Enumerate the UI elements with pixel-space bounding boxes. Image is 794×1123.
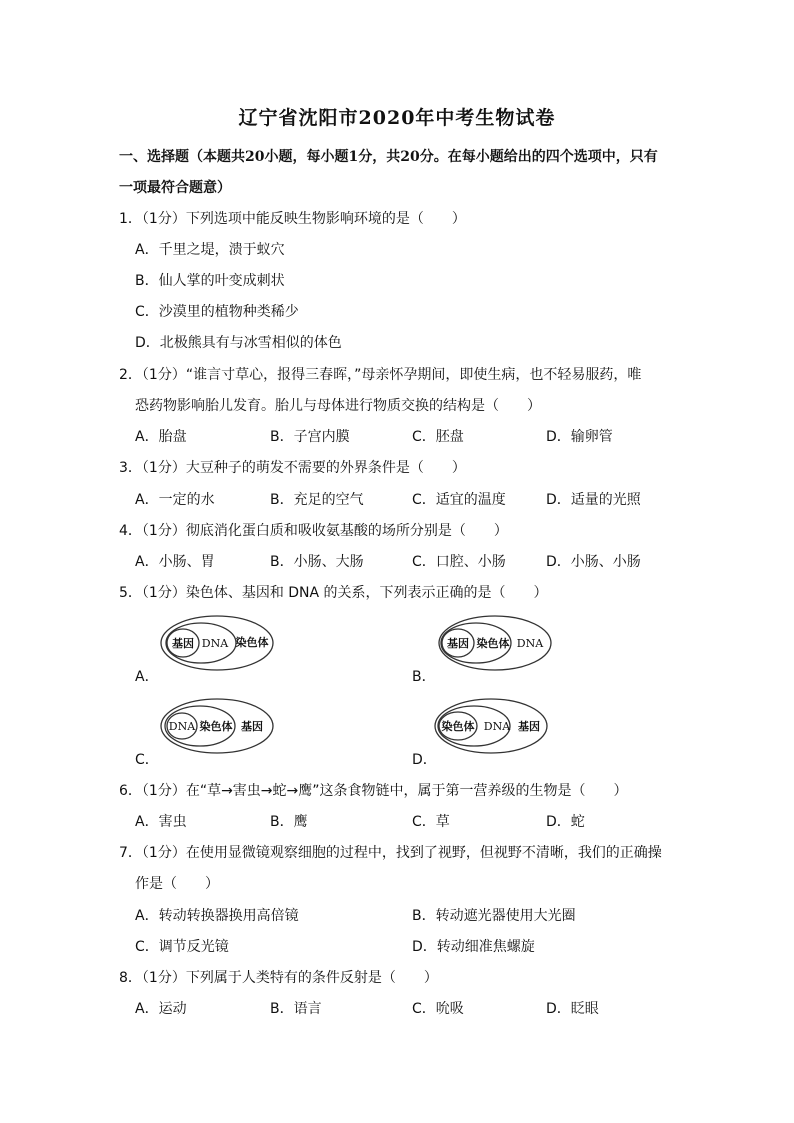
question-5-option-c: C． — [135, 752, 159, 768]
venn-a-outer-label: 染色体 — [235, 636, 269, 649]
page-title: 辽宁省沈阳市2020年中考生物试卷 — [238, 107, 556, 129]
question-4-option-a: A．小肠、胃 — [135, 554, 215, 570]
question-4-option-b: B．小肠、大肠 — [270, 554, 364, 570]
question-7-option-c: C．调节反光镜 — [135, 939, 229, 955]
question-8-option-b: B．语言 — [270, 1001, 322, 1017]
question-4-option-d: D．小肠、小肠 — [546, 554, 641, 570]
venn-a-inner-label: 基因 — [172, 637, 194, 650]
venn-a-middle-label: DNA — [201, 637, 229, 650]
venn-diagram-a — [160, 614, 275, 672]
venn-diagram-c — [160, 697, 275, 755]
venn-diagram-b — [438, 614, 553, 672]
question-2-option-b: B．子宫内膜 — [270, 429, 350, 445]
question-4-stem: 4．（1分）彻底消化蛋白质和吸收氨基酸的场所分别是（ ） — [119, 523, 508, 539]
question-7-stem-line1: 7．（1分）在使用显微镜观察细胞的过程中，找到了视野，但视野不清晰，我们的正确操 — [119, 845, 662, 861]
question-2-option-c: C．胚盘 — [412, 429, 464, 445]
question-3-option-c: C．适宜的温度 — [412, 492, 506, 508]
question-1-option-a: A．千里之堤，溃于蚁穴 — [135, 242, 285, 258]
question-3-option-b: B．充足的空气 — [270, 492, 364, 508]
question-2-stem-line1: 2．（1分）“谁言寸草心，报得三春晖，”母亲怀孕期间，即使生病，也不轻易服药，唯 — [119, 367, 642, 383]
question-7-option-a: A．转动转换器换用高倍镜 — [135, 908, 299, 924]
question-6-stem: 6．（1分）在“草→害虫→蛇→鹰”这条食物链中，属于第一营养级的生物是（ ） — [119, 783, 628, 799]
question-5-stem: 5．（1分）染色体、基因和 DNA 的关系，下列表示正确的是（ ） — [119, 585, 548, 601]
question-5-option-a: A． — [135, 669, 159, 685]
question-1-option-c: C．沙漠里的植物种类稀少 — [135, 304, 299, 320]
venn-b-outer-label: DNA — [516, 637, 544, 650]
venn-c-outer-label: 基因 — [241, 720, 263, 733]
question-7-option-b: B．转动遮光器使用大光圈 — [412, 908, 576, 924]
question-6-option-b: B．鹰 — [270, 814, 308, 830]
question-5-option-d: D． — [412, 752, 437, 768]
venn-diagram-d — [434, 697, 549, 755]
venn-b-inner-label: 基因 — [447, 637, 469, 650]
question-7-stem-line2: 作是（ ） — [135, 876, 219, 892]
venn-d-outer-label: 基因 — [518, 720, 540, 733]
question-2-stem-line2: 恐药物影响胎儿发育。胎儿与母体进行物质交换的结构是（ ） — [135, 398, 541, 414]
question-5-option-b: B． — [412, 669, 436, 685]
question-8-option-a: A．运动 — [135, 1001, 187, 1017]
question-4-option-c: C．口腔、小肠 — [412, 554, 506, 570]
question-1-stem: 1．（1分）下列选项中能反映生物影响环境的是（ ） — [119, 211, 466, 227]
question-1-option-d: D．北极熊具有与冰雪相似的体色 — [135, 335, 342, 351]
question-1-option-b: B．仙人掌的叶变成刺状 — [135, 273, 285, 289]
venn-d-middle-label: DNA — [483, 720, 511, 733]
venn-d-inner-label: 染色体 — [441, 720, 475, 733]
question-6-option-d: D．蛇 — [546, 814, 585, 830]
question-8-stem: 8．（1分）下列属于人类特有的条件反射是（ ） — [119, 970, 438, 986]
section-heading-line2: 一项最符合题意） — [119, 180, 231, 196]
question-3-option-d: D．适量的光照 — [546, 492, 641, 508]
question-2-option-a: A．胎盘 — [135, 429, 187, 445]
venn-c-inner-label: DNA — [168, 720, 196, 733]
venn-b-middle-label: 染色体 — [476, 637, 510, 650]
question-3-stem: 3．（1分）大豆种子的萌发不需要的外界条件是（ ） — [119, 460, 466, 476]
question-3-option-a: A．一定的水 — [135, 492, 215, 508]
question-7-option-d: D．转动细准焦螺旋 — [412, 939, 535, 955]
question-8-option-d: D．眨眼 — [546, 1001, 599, 1017]
question-2-option-d: D．输卵管 — [546, 429, 613, 445]
question-8-option-c: C．吮吸 — [412, 1001, 464, 1017]
venn-c-middle-label: 染色体 — [199, 720, 233, 733]
question-6-option-a: A．害虫 — [135, 814, 187, 830]
question-6-option-c: C．草 — [412, 814, 450, 830]
section-heading-line1: 一、选择题（本题共20小题，每小题1分，共20分。在每小题给出的四个选项中，只有 — [119, 149, 658, 165]
